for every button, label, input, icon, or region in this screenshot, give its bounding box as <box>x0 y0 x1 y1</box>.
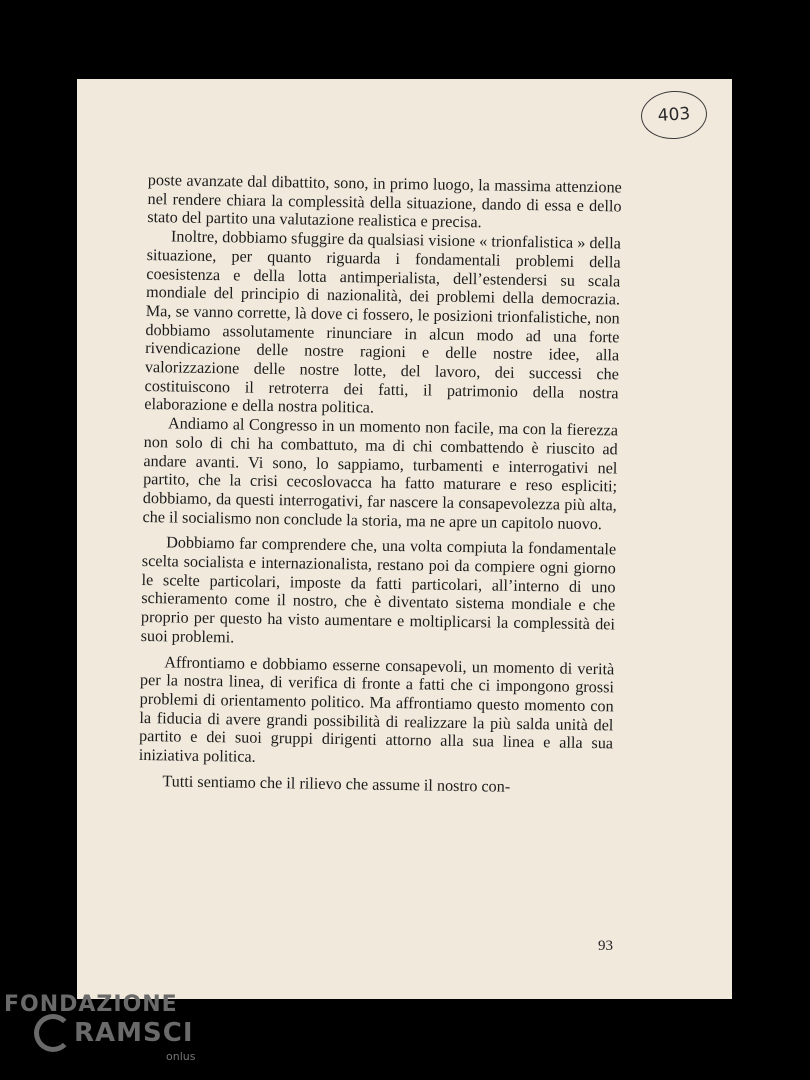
page-number: 93 <box>598 938 613 954</box>
paragraph: poste avanzate dal dibattito, sono, in primo luogo, la massima attenzione nel rendere chiara la complessità della situazione, dando di essa e dello stato del partito una valutazione realistica e precisa. <box>147 171 622 232</box>
logo-line-3: onlus <box>166 1050 196 1063</box>
paragraph: Andiamo al Congresso in un momento non facile, ma con la fierezza non solo di chi ha combattuto, ma di chi combattendo è riuscito ad andare avanti. Vi sono, lo sappiamo, turbamenti e interrogativi nel partito, che la crisi cecoslovacca ha fatto maturare e reso espliciti; dobbiamo, da questi interrogativi, far nascere la consapevolezza più alta, che il socialismo non conclude la storia, ma ne apre un capitolo nuovo. <box>142 414 619 533</box>
paragraph: Tutti sentiamo che il rilievo che assume il nostro con- <box>162 772 511 796</box>
logo-line-2-text: RAMSCI <box>74 1018 194 1048</box>
archive-number: 403 <box>657 103 691 127</box>
fondazione-gramsci-logo <box>4 992 204 1076</box>
paragraph: Inoltre, dobbiamo sfuggire da qualsiasi visione « trionfalistica » della situazione, per quanto riguarda i fondamentali problemi della coesistenza e della lotta antimperialista, dell’estendersi su scala mondiale del principio di nazionalità, dei problemi della democrazia. Ma, se vanno corrette, là dove ci fossero, le posizioni trionfalistiche, non dobbiamo assolutamente rinunciare in alcun modo ad una forte rivendicazione delle nostre ragioni e delle nostre idee, alla valorizzazione delle nostre lotte, del lavoro, dei successi che costituiscono il retroterra dei fatti, il patrimonio della nostra elaborazione e della nostra politica. <box>144 227 622 418</box>
logo-line-1: FONDAZIONE <box>4 992 178 1017</box>
logo-g-icon <box>34 1014 72 1052</box>
paragraph: Dobbiamo far comprendere che, una volta compiuta la fondamentale scelta socialista e internazionalista, restano poi da compiere ogni giorno le scelte particolari, imposte da fatti particolari, all’interno di uno schieramento come il nostro, che è diventato sistema mondiale e che proprio per questo ha visto aumentare e moltiplicarsi la complessità dei suoi problemi. <box>140 533 617 647</box>
body-text <box>138 171 622 798</box>
logo-line-2 <box>34 1014 194 1052</box>
paragraph: Affrontiamo e dobbiamo esserne consapevoli, un momento di verità per la nostra linea, di verifica di fronte a fatti che ci impongono grossi problemi di orientamento politico. Ma affrontiamo questo momento con la fiducia di avere grandi possibilità di realizzare la più salda unità del partito e dei suoi gruppi dirigenti attorno alla sua linea e alla sua iniziativa politica. <box>138 652 615 766</box>
